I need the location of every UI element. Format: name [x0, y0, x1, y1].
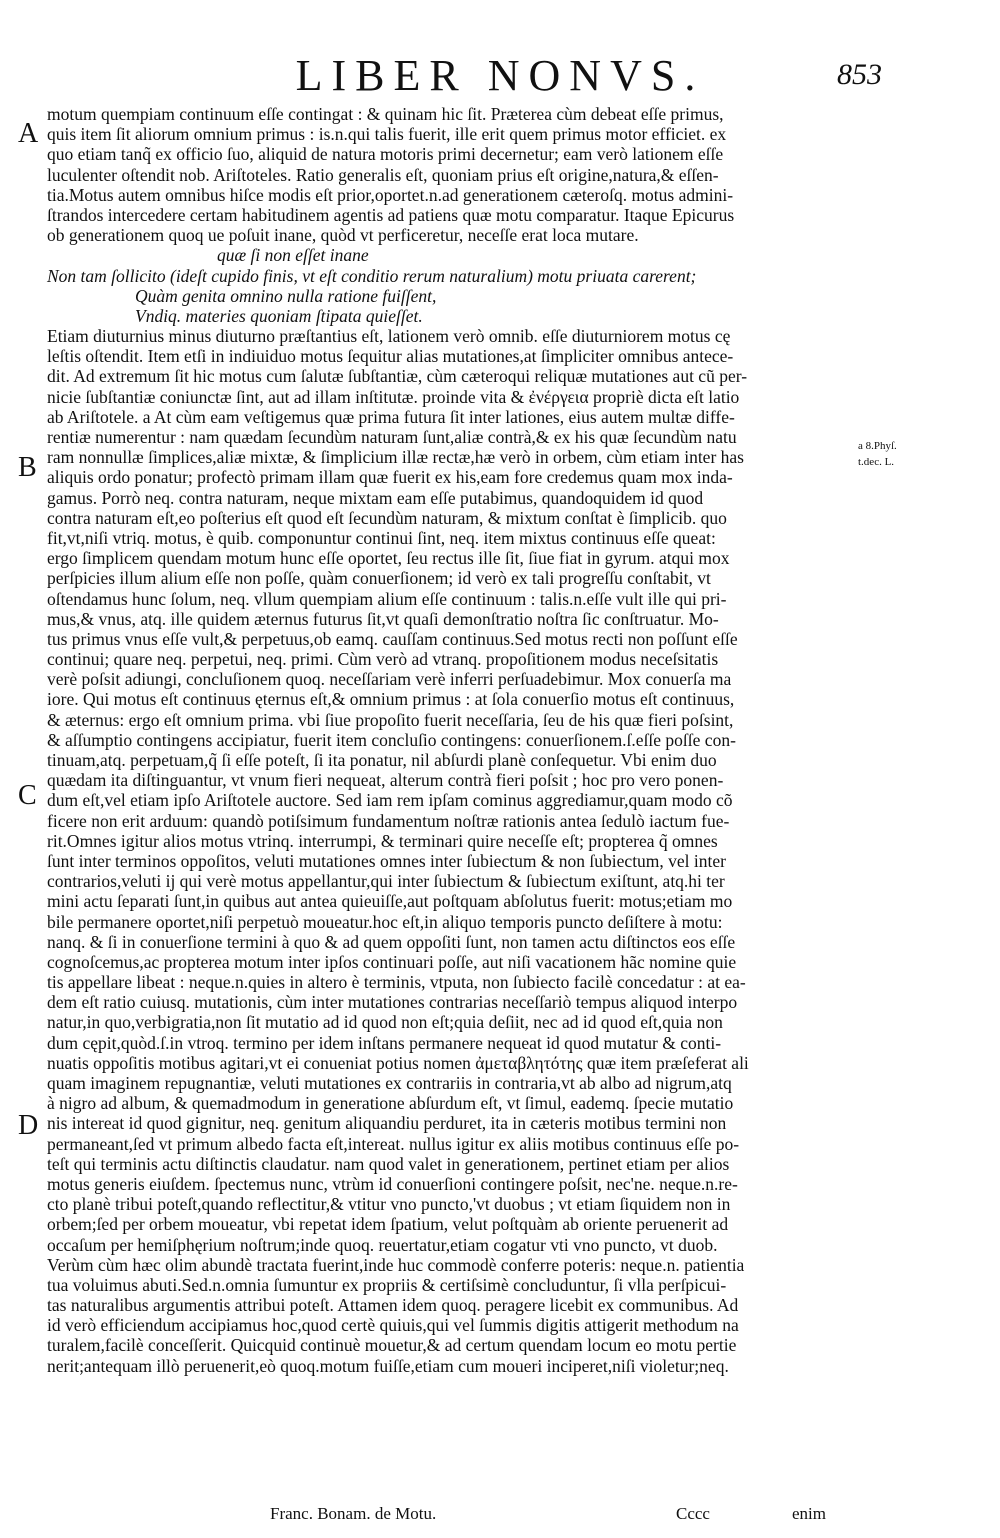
text-line: oſtendamus hunc ſolum, neq. vllum quempiam alium eſſe continuum : talis.n.eſſe vult ille qui pri- — [47, 588, 727, 609]
text-line: dem eſt ratio cuiusq. mutationis, cùm inter mutationes contrarias neceſſariò tempus aliquod interpo — [47, 992, 738, 1013]
section-letter-a: A — [18, 118, 39, 149]
text-line: cto planè tribui poteſt,quando reflectitur,& vtitur vno puncto,'vt duobus ; vt etiam ſiquidem non in — [47, 1194, 731, 1215]
text-line: verè poſsit adiungi, concluſionem quoq. neceſſariam verè inferri perſuadebimur. Mox conuerſa ma — [47, 669, 732, 690]
verse-quote — [47, 245, 855, 326]
text-line: dum eſt,vel etiam ipſo Ariſtotele auctore. Sed iam rem ipſam cominus aggrediamur,quam modo cõ — [47, 790, 733, 811]
quote-line: Non tam ſollicito (ideſt cupido finis, vt eſt conditio rerum naturalium) motu priuata carerent; — [47, 265, 697, 286]
text-line: contrarios,veluti ij qui verè motus appellantur,qui inter ſubiectum & ſubiectum exiſtunt, atq.hi ter — [47, 871, 725, 892]
text-line: turalem,facilè conceſſerit. Quicquid continuè mouetur,& ad certum quendam locum eo motu pertie — [47, 1335, 737, 1356]
quote-line: quæ ſi non eſſet inane — [217, 245, 369, 266]
text-line: quam imaginem repugnantiæ, veluti mutationes ex contrariis in contraria,vt ab albo ad nigrum,atq — [47, 1073, 732, 1093]
text-line: id verò efficiendum accipiamus hoc,quod certè quiuis,qui vel ſummis digitis attigerit methodum na — [47, 1315, 739, 1336]
text-line: rit.Omnes igitur alios motus vtrinq. interrumpi, & terminari quire neceſſe eſt; propterea q̃ omnes — [47, 830, 718, 851]
text-line: cognoſcemus,ac propterea motum inter ipſos continuari poſſe, aut niſi vacationem hãc nomine quie — [47, 951, 737, 972]
text-line: motum quempiam continuum eſſe contingat : & quinam hic ſit. Præterea cùm debeat eſſe primus, — [47, 104, 724, 124]
text-line: occaſum per hemiſphęrium noſtrum;inde quoq. reuertatur,etiam cogatur vti vno puncto, vt duob. — [47, 1234, 718, 1255]
text-line: natur,in quo,verbigratia,non ſit mutatio ad id quod non eſt;quia deſiit, nec ad id quod eſt,quia non — [47, 1012, 723, 1033]
section-letter-c: C — [18, 780, 37, 811]
text-line: tua voluimus abuti.Sed.n.omnia ſumuntur ex propriis & certiſsimè concluduntur, ſi vlla perſpicui- — [47, 1274, 727, 1295]
quote-line: Quàm genita omnino nulla ratione fuiſſent, — [135, 285, 437, 306]
signature-mark: Cccc — [676, 1504, 710, 1523]
text-line: ſtrandos intercedere certam habitudinem agentis ad patiens quæ motu comparatur. Itaque Epicurus — [47, 204, 735, 225]
footer-running-title: Franc. Bonam. de Motu. — [270, 1504, 437, 1523]
margin-note-line: t.dec. L. — [858, 456, 895, 468]
paragraph-main — [47, 326, 855, 1376]
text-line: tia.Motus autem omnibus hiſce modis eſt prior,oportet.n.ad generationem cæteroſq. motus admini- — [47, 184, 734, 205]
text-line: Verùm cùm hæc olim abundè tractata fuerint,inde huc commodè conferre poteris: neque.n. patientia — [47, 1254, 745, 1275]
text-line: ab Ariſtotele. a At cùm eam veſtigemus quæ prima futura ſit inter lationes, eius autem multæ diffe- — [47, 406, 735, 427]
text-line: dum cępit,quòd.ſ.in vtroq. termino per idem inſtans permanere nequeat id quod mutatur & conti- — [47, 1032, 722, 1053]
text-line: ob generationem quoq ue poſuit inane, quòd vt perficeretur, neceſſe erat loca mutare. — [47, 225, 639, 246]
text-line: fit,vt,niſi vtriq. motus, è quib. componuntur continui ſint, neq. item mixtus continuus eſſe queat: — [47, 527, 716, 548]
text-line: leſtis oſtendit. Item etſi in indiuiduo motus ſequitur alias mutationes,at ſimpliciter omnibus antece- — [47, 346, 734, 367]
text-line: contra naturam eſt,eo poſterius eſt quod eſt ſecundùm naturam, & mixtum conſtat è ſimplicib. quo — [47, 507, 727, 528]
text-line: mus,& vnus, atq. ille quidem æternus futurus ſit,vt quaſi demonſtratio noſtra ſic conſtruatur. Mo- — [47, 608, 719, 629]
text-line: teſt qui terminis actu diſtinctis claudatur. nam quod valet in generationem, pertinet etiam per alios — [47, 1153, 730, 1174]
text-line: motus generis eiuſdem. ſpectemus nunc, vtrùm id conuerſioni contingere poſsit, nec'ne. neque.n.re- — [47, 1173, 738, 1194]
text-line: continui; quare neq. perpetui, neq. primi. Cùm verò ad vtranq. propoſitionem modus neceſsitatis — [47, 649, 719, 670]
page-number: 853 — [837, 58, 882, 91]
text-line: nuatis oppoſitis motibus agitari,vt ei conueniat potius nomen ἀμεταβλητότης quæ item præſeferat ali — [47, 1052, 749, 1073]
text-line: tinuam,atq. perpetuam,q̃ ſi eſſe poteſt, ſi ita ponatur, nil abſurdi planè conſequetur. Vbi enim duo — [47, 750, 717, 770]
text-line: à nigro ad album, & quemadmodum in generatione abſurdum eſt, vt ſimul, eademq. ſpecie mutatio — [47, 1093, 734, 1114]
text-line: nis intereat id quod gignitur, neq. genitum aliquandiu perduret, ita in cæteris motibus termini non — [47, 1113, 727, 1134]
text-line: dit. Ad extremum ſit hic motus cum ſalutæ ſubſtantiæ, cùm cæteroqui reliquæ mutationes aut cũ per- — [47, 366, 748, 387]
text-line: tus primus vnus eſſe vult,& perpetuus,ob eamq. cauſſam continuus.Sed motus recti non poſſunt eſſe — [47, 628, 738, 649]
text-line: quædam ita diſtinguantur, vt vnum fieri nequeat, alterum contrà fieri poſsit ; hoc pro vero ponen- — [47, 770, 724, 791]
text-line: iore. Qui motus eſt continuus ęternus eſt,& omnium primus : at ſola conuerſio motus eſt continuus, — [47, 689, 735, 710]
section-letter-b: B — [18, 452, 37, 483]
text-line: tas naturalibus argumentis attribui poteſt. Attamen idem quoq. peragere licebit ex communibus. Ad — [47, 1295, 739, 1316]
text-line: gamus. Porrò neq. contra naturam, neque mixtam eam eſſe putabimus, quandoquidem id quod — [47, 487, 704, 508]
text-line: aliquis ordo ponatur; profectò primam illam quæ fuerit ex his,eam fore credemus quam mox inda- — [47, 467, 733, 488]
text-line: luculenter oſtendit nob. Ariſtoteles. Ratio generalis eſt, quoniam prius eſt origine,natura,& eſſen- — [47, 164, 719, 185]
catchword: enim — [792, 1504, 826, 1523]
text-line: tis appellare libeat : neque.n.quies in altero è terminis, vtputa, non ſubiecto facilè concedatur : at ea- — [47, 972, 746, 993]
text-line: & aſſumptio contingens accipiatur, fuerit item concluſio contingens: conuerſionem.ſ.eſſe poſſe con- — [47, 729, 736, 750]
margin-note-line: a 8.Phyſ. — [858, 440, 897, 452]
text-line: ſunt inter terminos oppoſitos, veluti mutationes omnes inter ſubiectum & non ſubiectum, vel inter — [47, 850, 726, 871]
section-letter-d: D — [18, 1110, 39, 1141]
text-line: Etiam diuturnius minus diuturno præſtantius eſt, lationem verò omnib. eſſe diuturniorem motus cę — [47, 326, 731, 347]
text-line: nerit;antequam illò peruenerit,eò quoq.motum fuiſſe,etiam cum moueri inciperet,niſi violetur;neq. — [47, 1355, 729, 1376]
body-text — [47, 104, 855, 1376]
text-line: ficere non erit arduum: quandò potiſsimum fundamentum noſtræ rationis antea ſedulò iactum fue- — [47, 810, 730, 831]
running-title: LIBER NONVS. — [295, 51, 705, 100]
text-line: mini actu ſeparati ſunt,in quibus aut antea quieuiſſe,aut poſtquam abſolutus fuerit: motus;etiam mo — [47, 891, 733, 912]
text-line: permaneant,ſed vt primum albedo facta eſt,intereat. nullus igitur ex aliis motibus continuus eſſe po- — [47, 1133, 740, 1154]
quote-line: Vndiq. materies quoniam ſtipata quieſſet. — [135, 305, 423, 326]
text-line: quo etiam tanq̃ ex officio ſuo, aliquid de natura motoris primi decernetur; eam verò lationem eſſe — [47, 144, 724, 165]
footer — [0, 1504, 1000, 1530]
text-line: orbem;ſed per orbem moueatur, vbi repetat idem ſpatium, velut poſtquàm ab oriente peruenerit ad — [47, 1214, 729, 1235]
text-line: nicie ſubſtantiæ coniunctæ ſint, aut ad illam inſtitutæ. proinde vita & ἐνέργεια propriè dicta eſt latio — [47, 386, 740, 407]
text-line: ergo ſimplicem quendam motum hunc eſſe oportet, ſeu rectus ille ſit, ſiue fiat in gyrum. atqui mox — [47, 548, 730, 569]
text-line: ram nonnullæ ſimplices,aliæ mixtæ, & ſimplicium illæ rectæ,hæ verò in orbem, cùm etiam inter has — [47, 447, 744, 468]
text-line: bile permanere oportet,niſi perpetuò moueatur.hoc eſt,in aliquo temporis puncto deſiſtere à motu: — [47, 911, 723, 932]
text-line: rentiæ numerentur : nam quædam ſecundùm naturam ſunt,aliæ contrà,& ex his quæ ſecundùm natu — [47, 427, 737, 447]
margin-note — [858, 438, 968, 470]
text-line: nanq. & ſi in conuerſione termini à quo & ad quem oppoſiti ſunt, non tamen actu diſtinctos eos eſſe — [47, 931, 736, 952]
text-line: & æternus: ergo eſt omnium prima. vbi ſiue propoſito fuerit neceſſaria, ſeu de his quæ fieri poſsint, — [47, 709, 734, 730]
text-line: quis item ſit aliorum omnium primus : is.n.qui talis fuerit, ille erit quem primus motor efficiet. ex — [47, 124, 727, 145]
text-line: perſpicies illum alium eſſe non poſſe, quàm conuerſionem; id verò ex tali progreſſu conſtabit, vt — [47, 568, 711, 589]
paragraph-opening — [47, 104, 855, 245]
